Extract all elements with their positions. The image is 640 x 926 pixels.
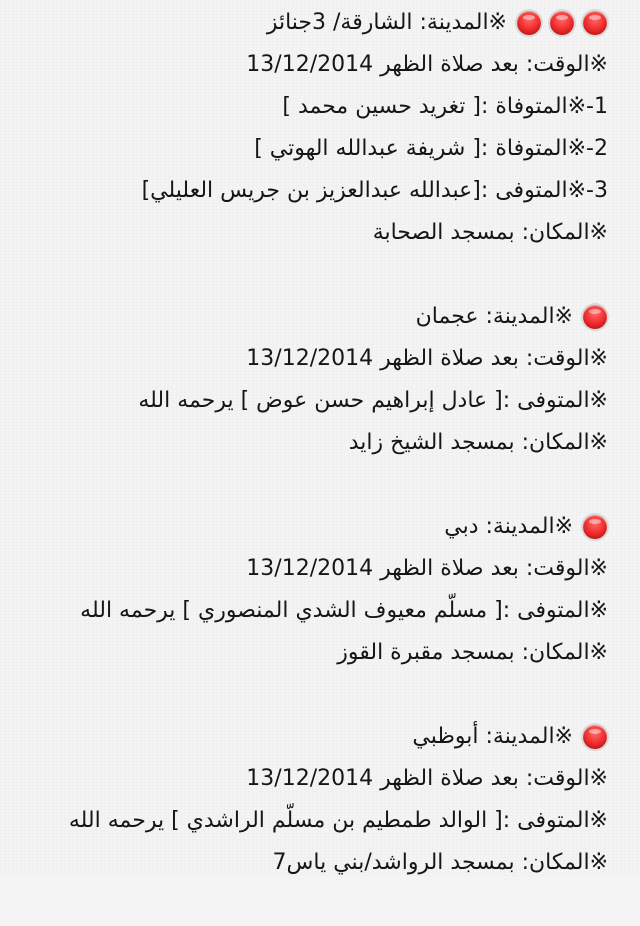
deceased-line: 3-※المتوفى :[عبدالله عبدالعزيز بن جريس العليلي] <box>141 178 608 203</box>
place-line: ※المكان: بمسجد مقبرة القوز <box>337 640 608 665</box>
red-circle-icon <box>583 305 607 329</box>
section-abu-dhabi <box>20 716 608 884</box>
section-sharjah <box>20 2 608 254</box>
red-dot-group <box>582 716 608 758</box>
time-line: ※الوقت: بعد صلاة الظهر 13/12/2014 <box>246 346 608 371</box>
deceased-line: 1-※المتوفاة :[ تغريد حسين محمد ] <box>282 94 608 119</box>
place-line: ※المكان: بمسجد الشيخ زايد <box>348 430 608 455</box>
red-circle-icon <box>583 11 607 35</box>
time-line: ※الوقت: بعد صلاة الظهر 13/12/2014 <box>246 766 608 791</box>
time-line: ※الوقت: بعد صلاة الظهر 13/12/2014 <box>246 556 608 581</box>
city-heading <box>20 296 608 338</box>
red-dot-group <box>582 296 608 338</box>
deceased-line: ※المتوفى :[ الوالد طمطيم بن مسلّم الراشدي ] يرحمه الله <box>68 808 608 833</box>
section-dubai <box>20 506 608 674</box>
red-dot-group <box>582 506 608 548</box>
section-ajman <box>20 296 608 464</box>
city-heading <box>20 2 608 44</box>
red-dot-group <box>516 2 608 44</box>
red-circle-icon <box>583 515 607 539</box>
place-line: ※المكان: بمسجد الصحابة <box>372 220 608 245</box>
place-line: ※المكان: بمسجد الرواشد/بني ياس7 <box>272 850 608 875</box>
red-circle-icon <box>517 11 541 35</box>
note-content <box>20 2 608 926</box>
city-name: ※المدينة: أبوظبي <box>412 724 573 749</box>
deceased-line: ※المتوفى :[ مسلّم معيوف الشدي المنصوري ] يرحمه الله <box>80 598 608 623</box>
time-line: ※الوقت: بعد صلاة الظهر 13/12/2014 <box>246 52 608 77</box>
city-name: ※المدينة: دبي <box>444 514 573 539</box>
red-circle-icon <box>583 725 607 749</box>
red-circle-icon <box>550 11 574 35</box>
deceased-line: 2-※المتوفاة :[ شريفة عبدالله الهوتي ] <box>254 136 608 161</box>
city-name: ※المدينة: الشارقة/ 3جنائز <box>266 10 507 35</box>
city-name: ※المدينة: عجمان <box>415 304 573 329</box>
city-heading <box>20 506 608 548</box>
deceased-line: ※المتوفى :[ عادل إبراهيم حسن عوض ] يرحمه الله <box>138 388 608 413</box>
city-heading <box>20 716 608 758</box>
